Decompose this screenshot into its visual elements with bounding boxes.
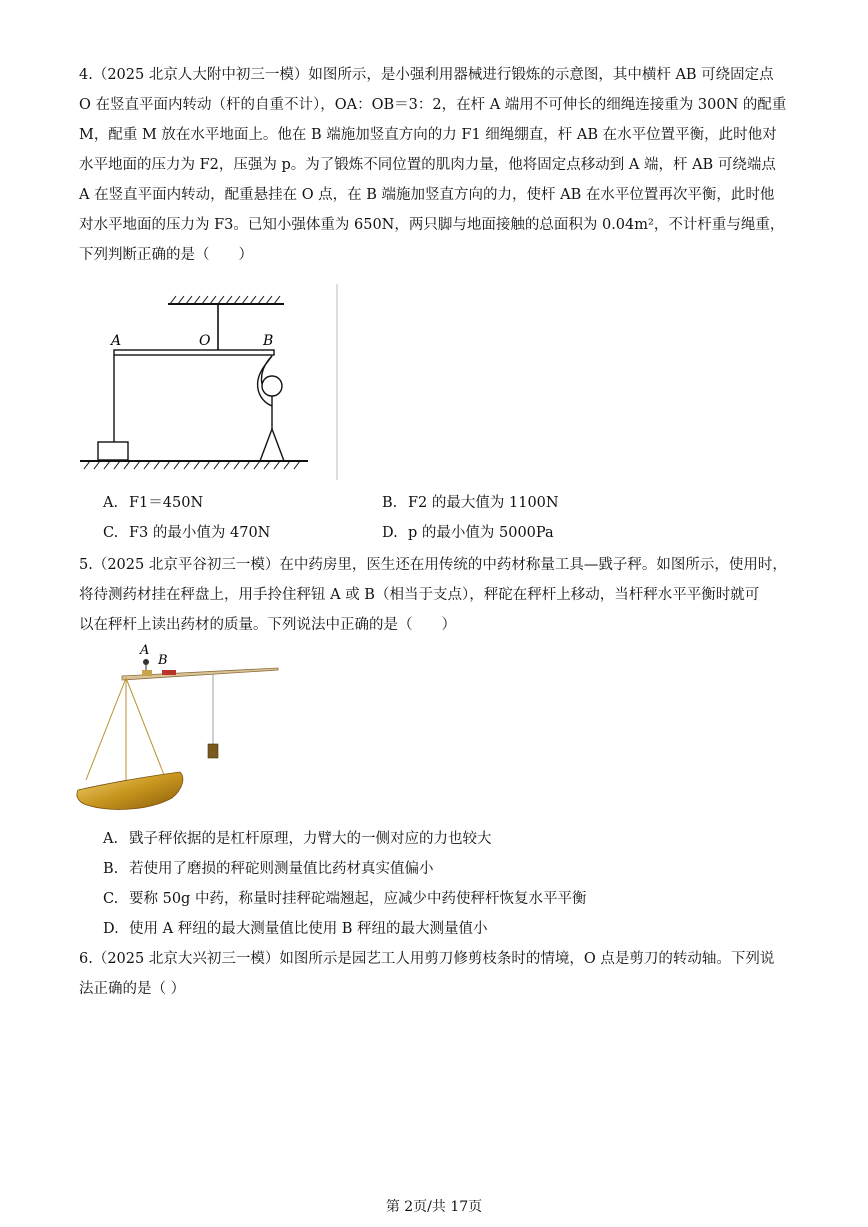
q4-option-a[interactable] xyxy=(103,490,203,516)
q4-label-a: A xyxy=(111,333,122,349)
q4-line-4: 水平地面的压力为 F2，压强为 p。为了锻炼不同位置的肌肉力量，他将固定点移动到 A 端，杆 AB 可绕端点 xyxy=(79,157,776,173)
q5-label-b: B xyxy=(158,653,168,668)
q4-option-d[interactable] xyxy=(382,520,554,546)
q5-option-a-text: 戥子秤依据的是杠杆原理，力臂大的一侧对应的力也较大 xyxy=(129,831,492,847)
q5-option-b-label: B. xyxy=(103,861,119,877)
q5-option-d-label: D. xyxy=(103,921,119,937)
q4-option-b-text: F2 的最大值为 1100N xyxy=(408,495,559,511)
q4-line-5: A 在竖直平面内转动，配重悬挂在 O 点，在 B 端施加竖直方向的力，使杆 AB 在水平位置再次平衡，此时他 xyxy=(79,187,775,203)
q4-option-c-label: C. xyxy=(103,525,119,541)
q4-option-d-label: D. xyxy=(382,525,398,541)
q4-option-b[interactable] xyxy=(382,490,559,516)
q5-option-d-text: 使用 A 秤纽的最大测量值比使用 B 秤纽的最大测量值小 xyxy=(129,921,488,937)
q5-label-a: A xyxy=(140,643,150,658)
q4-lever-figure xyxy=(76,284,342,484)
q5-option-a[interactable] xyxy=(103,826,492,852)
q6-line-2: 法正确的是（ ） xyxy=(79,981,186,997)
q4-option-d-text: p 的最小值为 5000Pa xyxy=(408,525,554,541)
q4-option-a-text: F1＝450N xyxy=(129,495,204,511)
q4-option-c-text: F3 的最小值为 470N xyxy=(129,525,271,541)
q5-option-b[interactable] xyxy=(103,856,434,882)
q4-option-c[interactable] xyxy=(103,520,270,546)
q4-line-7: 下列判断正确的是（ ） xyxy=(79,247,253,263)
q4-option-b-label: B. xyxy=(382,495,398,511)
q4-label-b: B xyxy=(263,333,274,349)
q5-line-3: 以在秤杆上读出药材的质量。下列说法中正确的是（ ） xyxy=(79,617,456,633)
q5-option-c-text: 要称 50g 中药，称量时挂秤砣端翘起，应减少中药使秤杆恢复水平平衡 xyxy=(129,891,587,907)
q6-line-1: 6.（2025 北京大兴初三一模）如图所示是园艺工人用剪刀修剪枝条时的情境，O 点是剪刀的转动轴。下列说 xyxy=(79,951,775,967)
q5-option-d[interactable] xyxy=(103,916,488,942)
q5-option-c[interactable] xyxy=(103,886,586,912)
q5-option-a-label: A. xyxy=(103,831,119,847)
q4-line-2: O 在竖直平面内转动（杆的自重不计），OA：OB＝3：2，在杆 A 端用不可伸长的细绳连接重为 300N 的配重 xyxy=(79,97,787,113)
q5-steelyard-figure xyxy=(76,640,286,816)
q4-line-6: 对水平地面的压力为 F3。已知小强体重为 650N，两只脚与地面接触的总面积为 0.04m²，不计杆重与绳重， xyxy=(79,217,785,233)
q5-line-2: 将待测药材挂在秤盘上，用手拎住秤钮 A 或 B（相当于支点），秤砣在秤杆上移动，当杆秤水平平衡时就可 xyxy=(79,587,760,603)
q4-label-o: O xyxy=(199,333,211,349)
page-footer: 第 2页/共 17页 xyxy=(385,1199,483,1215)
q4-line-1: 4.（2025 北京人大附中初三一模）如图所示，是小强利用器械进行锻炼的示意图，其中横杆 AB 可绕固定点 xyxy=(79,67,774,83)
q5-option-c-label: C. xyxy=(103,891,119,907)
q5-line-1: 5.（2025 北京平谷初三一模）在中药房里，医生还在用传统的中药材称量工具—戥子秤。如图所示，使用时， xyxy=(79,557,787,573)
q4-line-3: M，配重 M 放在水平地面上。他在 B 端施加竖直方向的力 F1 细绳绷直，杆 AB 在水平位置平衡，此时他对 xyxy=(79,127,777,143)
q5-option-b-text: 若使用了磨损的秤砣则测量值比药材真实值偏小 xyxy=(129,861,434,877)
q4-option-a-label: A. xyxy=(103,495,119,511)
